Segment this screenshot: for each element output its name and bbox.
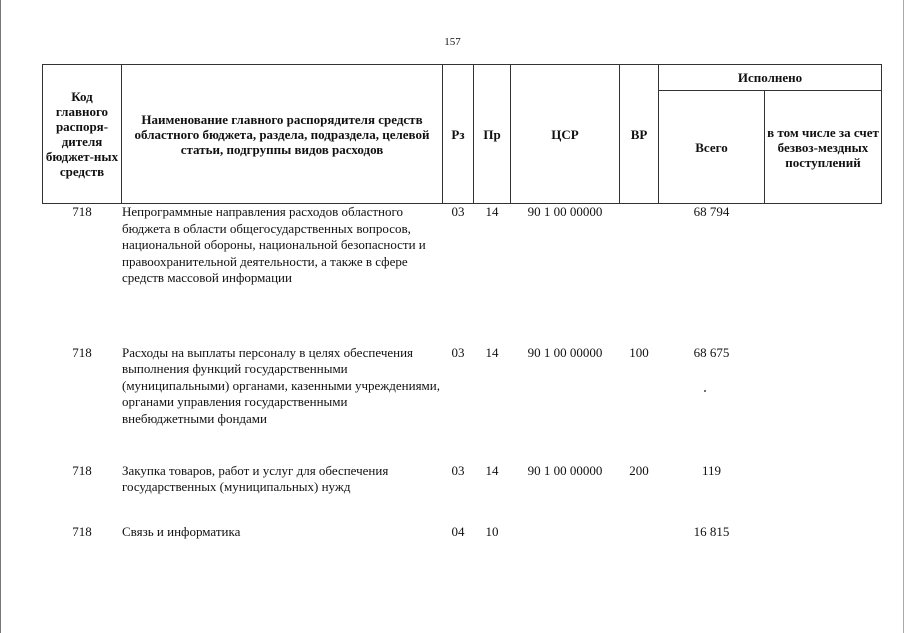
cell-csr (511, 524, 620, 554)
page-number: 157 (444, 36, 461, 48)
cell-vr: 200 (629, 462, 649, 478)
cell-gratuitous (765, 463, 882, 524)
table-body (43, 204, 882, 554)
budget-execution-table (42, 64, 882, 554)
header-rz: Рз (443, 65, 474, 204)
cell-name: Закупка товаров, работ и услуг для обеспечения государственных (муниципальных) нужд (122, 462, 389, 494)
cell-pr: 14 (485, 344, 499, 360)
cell-total: 68 675 (693, 344, 730, 360)
header-name: Наименование главного распорядителя средств областного бюджета, раздела, подраздела, целевой статьи, подгруппы видов расходов (122, 65, 443, 204)
cell-code: 718 (72, 344, 92, 360)
cell-rz: 03 (451, 462, 465, 478)
header-executed: Исполнено (659, 65, 882, 91)
header-gratuitous: в том числе за счет безвоз-мездных поступлений (765, 91, 882, 204)
header-csr: ЦСР (511, 65, 620, 204)
table-row (43, 204, 882, 345)
cell-rz: 03 (451, 204, 465, 219)
cell-total: 68 794 (693, 204, 730, 219)
cell-csr: 90 1 00 00000 (527, 344, 603, 360)
header-total: Всего (659, 91, 765, 204)
cell-rz: 03 (451, 344, 465, 360)
header-vr: ВР (620, 65, 659, 204)
cell-rz: 04 (451, 523, 465, 539)
cell-gratuitous (765, 204, 882, 345)
cell-name: Непрограммные направления расходов областного бюджета в области общегосударственных вопросов, национальной обороны, национальной безопасности и правоохранительной деятельности, а также в сфере средств массовой информации (122, 204, 426, 285)
cell-pr: 10 (485, 523, 499, 539)
cell-code: 718 (72, 462, 92, 478)
cell-name: Расходы на выплаты персоналу в целях обеспечения выполнения функций государственными (муниципальными) органами, казенными учреждениями, органами управления государственными внебюджетными фондами (122, 344, 440, 426)
cell-csr: 90 1 00 00000 (527, 462, 603, 478)
table-row (43, 463, 882, 524)
cell-gratuitous (765, 524, 882, 554)
header-pr: Пр (474, 65, 511, 204)
cell-gratuitous (765, 345, 882, 463)
scan-speck (704, 390, 706, 392)
cell-total: 119 (701, 462, 722, 478)
page-left-edge (0, 0, 1, 633)
page-right-edge (903, 0, 904, 633)
cell-name: Связь и информатика (122, 523, 241, 539)
table-row (43, 345, 882, 463)
cell-csr: 90 1 00 00000 (527, 204, 603, 219)
cell-code: 718 (72, 204, 92, 219)
cell-vr (620, 204, 659, 345)
cell-code: 718 (72, 523, 92, 539)
table-header (43, 65, 882, 204)
cell-vr (620, 524, 659, 554)
cell-total: 16 815 (693, 523, 730, 539)
header-code: Код главного распоря-дителя бюджет-ных средств (43, 65, 122, 204)
cell-vr: 100 (629, 344, 649, 360)
table-row (43, 524, 882, 554)
cell-pr: 14 (485, 204, 499, 219)
cell-pr: 14 (485, 462, 499, 478)
